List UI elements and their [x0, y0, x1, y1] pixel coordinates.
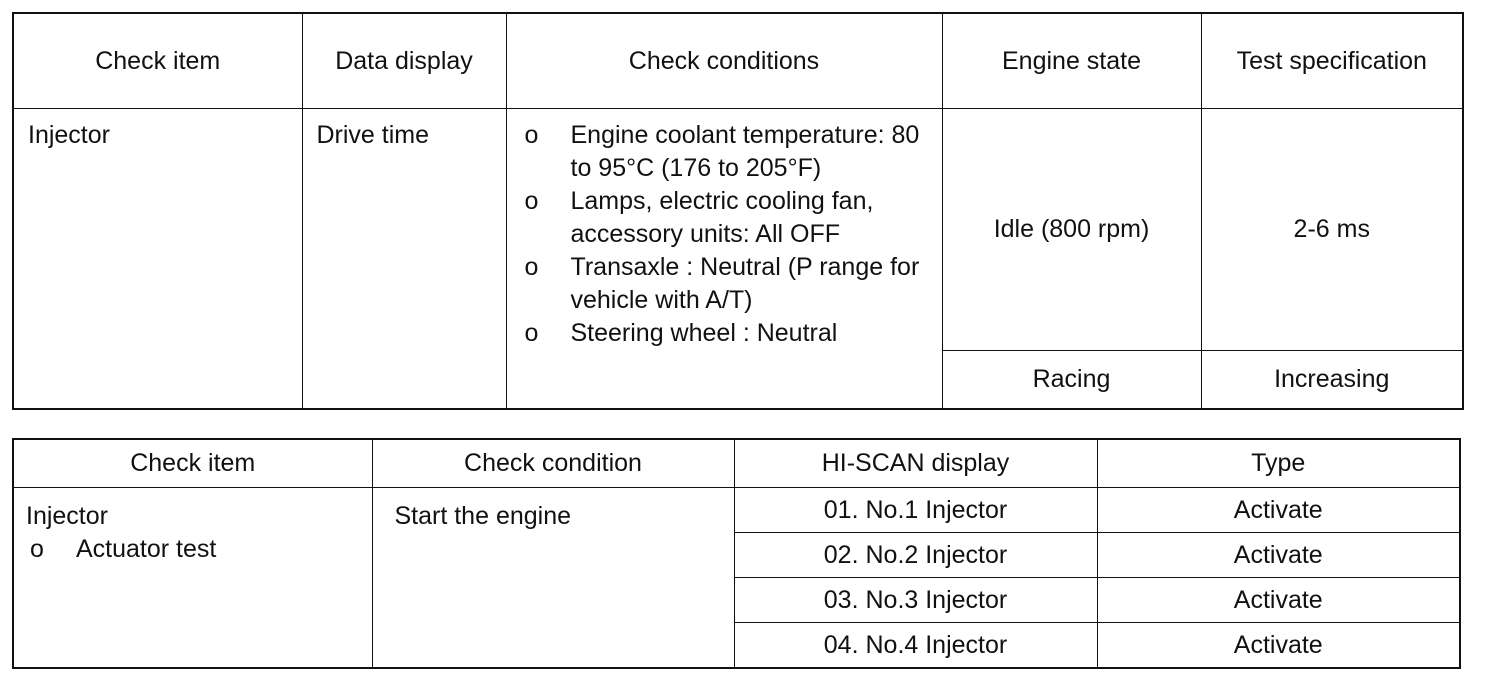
- bullet-icon: o: [524, 253, 539, 281]
- hi-scan-display-cell: 03. No.3 Injector: [734, 578, 1097, 623]
- check-condition-cell: Start the engine: [372, 488, 734, 669]
- type-cell: Activate: [1097, 578, 1460, 623]
- header-check-item: Check item: [13, 439, 372, 488]
- data-display-cell: Drive time: [302, 109, 506, 409]
- header-check-conditions: Check conditions: [506, 13, 942, 109]
- type-cell: Activate: [1097, 623, 1460, 669]
- engine-state-idle: Idle (800 rpm): [942, 109, 1201, 351]
- bullet-icon: o: [524, 187, 539, 215]
- list-item: [521, 119, 928, 185]
- condition-text: Engine coolant temperature: 80 to 95°C (176 to 205°F): [570, 121, 920, 182]
- header-check-item: Check item: [13, 13, 302, 109]
- check-item-cell: Injector: [13, 109, 302, 409]
- bullet-icon: o: [524, 319, 539, 347]
- list-item: [26, 533, 360, 566]
- header-type: Type: [1097, 439, 1460, 488]
- engine-state-racing: Racing: [942, 351, 1201, 409]
- hi-scan-display-cell: 01. No.1 Injector: [734, 488, 1097, 533]
- header-engine-state: Engine state: [942, 13, 1201, 109]
- list-item: [521, 317, 928, 350]
- actuator-test-table: [12, 438, 1461, 669]
- condition-text: Lamps, electric cooling fan, accessory units: All OFF: [570, 187, 874, 248]
- type-cell: Activate: [1097, 488, 1460, 533]
- header-hi-scan-display: HI-SCAN display: [734, 439, 1097, 488]
- injector-data-table: [12, 12, 1464, 410]
- table-row: [13, 109, 1463, 351]
- header-check-condition: Check condition: [372, 439, 734, 488]
- bullet-icon: o: [30, 535, 44, 563]
- bullet-icon: o: [524, 121, 539, 149]
- condition-text: Steering wheel : Neutral: [570, 319, 838, 347]
- header-data-display: Data display: [302, 13, 506, 109]
- table-row: [13, 488, 1460, 533]
- list-item: [521, 185, 928, 251]
- conditions-list: [521, 119, 928, 350]
- hi-scan-display-cell: 02. No.2 Injector: [734, 533, 1097, 578]
- table-header-row: [13, 439, 1460, 488]
- check-conditions-cell: [506, 109, 942, 409]
- hi-scan-display-cell: 04. No.4 Injector: [734, 623, 1097, 669]
- spec-idle: 2-6 ms: [1201, 109, 1463, 351]
- table-header-row: [13, 13, 1463, 109]
- check-item-cell: [13, 488, 372, 669]
- type-cell: Activate: [1097, 533, 1460, 578]
- sub-item-text: Actuator test: [76, 535, 217, 563]
- list-item: [521, 251, 928, 317]
- header-test-specification: Test specification: [1201, 13, 1463, 109]
- condition-text: Transaxle : Neutral (P range for vehicle with A/T): [570, 253, 920, 314]
- spec-racing: Increasing: [1201, 351, 1463, 409]
- check-item-label: Injector: [26, 502, 108, 530]
